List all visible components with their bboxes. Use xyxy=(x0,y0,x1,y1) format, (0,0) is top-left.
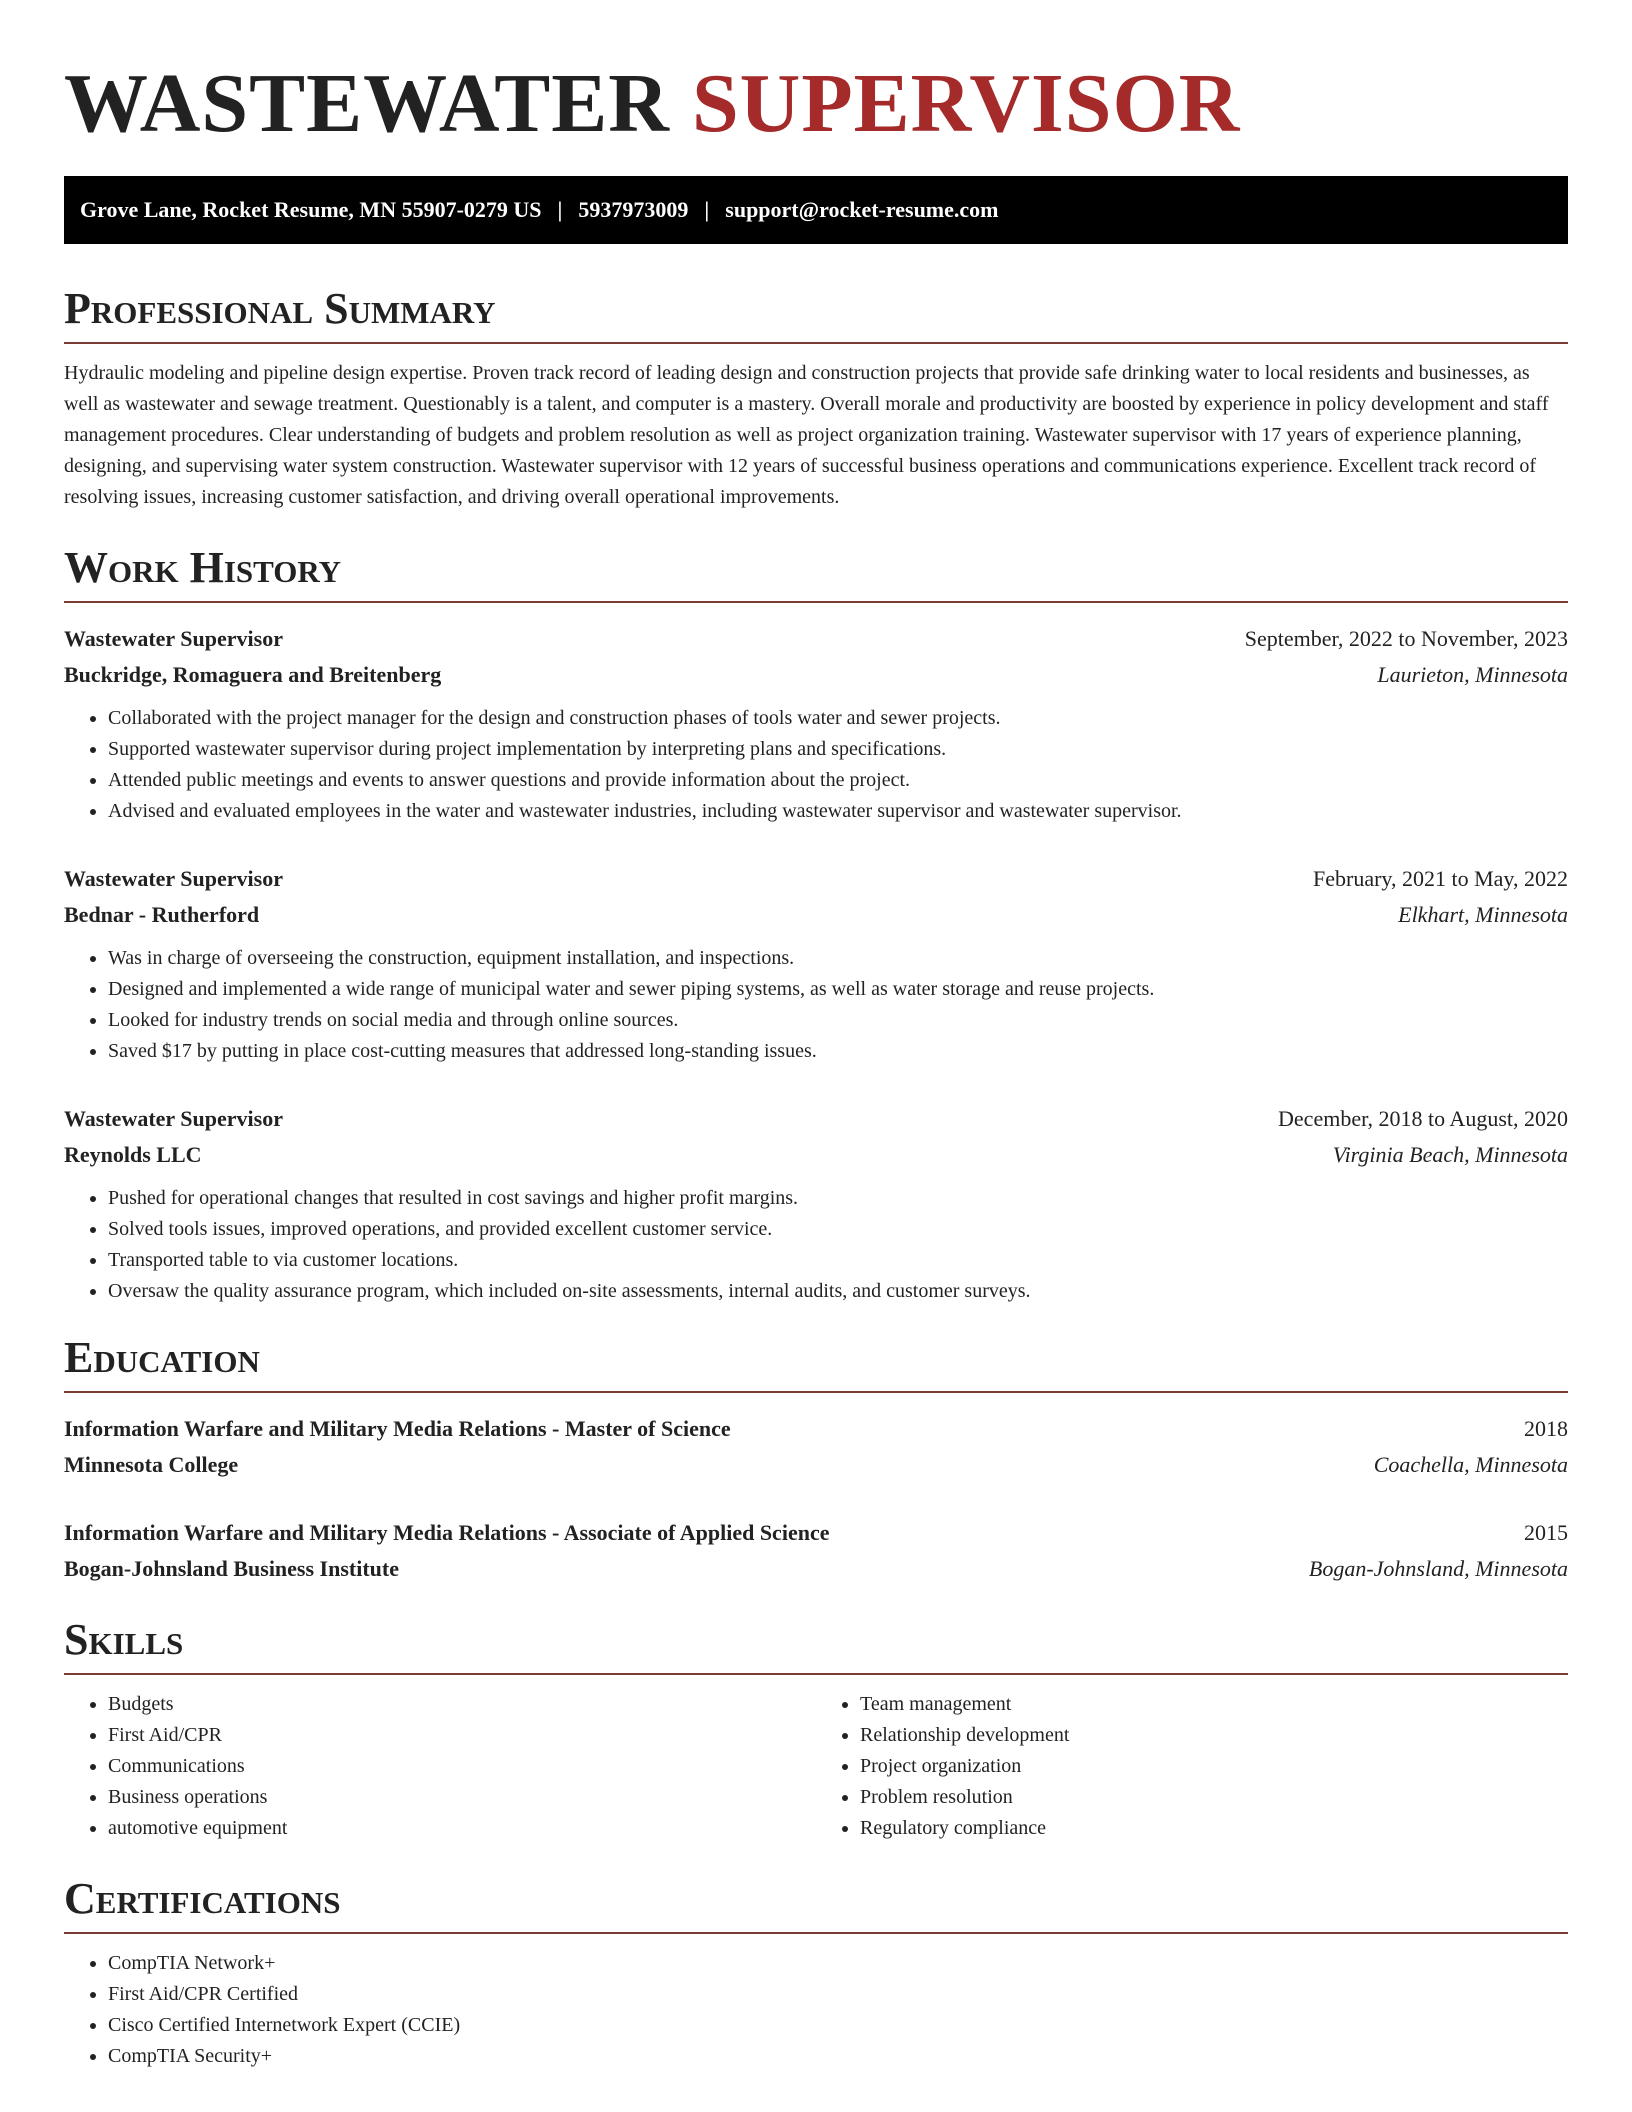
skills-grid xyxy=(64,1675,1568,1844)
job-entry xyxy=(64,1101,1568,1307)
education-entry xyxy=(64,1515,1568,1587)
job-entry xyxy=(64,621,1568,827)
job-position: Wastewater Supervisor xyxy=(64,626,283,651)
job-company: Buckridge, Romaguera and Breitenberg xyxy=(64,662,442,687)
job-company: Bednar - Rutherford xyxy=(64,902,260,927)
certifications-section xyxy=(64,1874,1568,2072)
job-bullet: • Designed and implemented a wide range of municipal water and sewer piping systems, as well as water storage and reuse projects. xyxy=(108,974,1568,1005)
job-location: Virginia Beach, Minnesota xyxy=(1332,1142,1568,1167)
contact-separator: | xyxy=(704,197,710,222)
certifications-heading: Certifications xyxy=(64,1874,1568,1934)
contact-email: support@rocket-resume.com xyxy=(725,197,999,222)
job-dates: September, 2022 to November, 2023 xyxy=(1244,626,1568,651)
education-degree: Information Warfare and Military Media Relations - Associate of Applied Science xyxy=(64,1520,830,1545)
job-bullet: • Was in charge of overseeing the construction, equipment installation, and inspections. xyxy=(108,943,1568,974)
work-history-section xyxy=(64,543,1568,1307)
contact-phone: 5937973009 xyxy=(578,197,689,222)
resume-name xyxy=(64,0,1568,152)
job-entry xyxy=(64,861,1568,1067)
skills-section xyxy=(64,1615,1568,1844)
name-first-word: WASTEWATER xyxy=(64,57,670,150)
education-school: Minnesota College xyxy=(64,1452,239,1477)
skill-item: • Team management xyxy=(860,1689,1568,1720)
contact-separator: | xyxy=(557,197,563,222)
skill-item: • Communications xyxy=(108,1751,816,1782)
skill-item: • First Aid/CPR xyxy=(108,1720,816,1751)
contact-bar xyxy=(64,176,1568,244)
work-history-heading: Work History xyxy=(64,543,1568,603)
skill-item: • Problem resolution xyxy=(860,1782,1568,1813)
education-location: Coachella, Minnesota xyxy=(1373,1452,1568,1477)
job-bullet: • Oversaw the quality assurance program, which included on-site assessments, internal audits, and customer surveys. xyxy=(108,1276,1568,1307)
job-bullets xyxy=(64,703,1568,827)
summary-section xyxy=(64,284,1568,513)
skill-item: • Relationship development xyxy=(860,1720,1568,1751)
education-year: 2015 xyxy=(1524,1520,1568,1545)
skill-item: • Project organization xyxy=(860,1751,1568,1782)
education-location: Bogan-Johnsland, Minnesota xyxy=(1308,1556,1568,1581)
job-location: Elkhart, Minnesota xyxy=(1398,902,1568,927)
skill-item: • automotive equipment xyxy=(108,1813,816,1844)
education-entry xyxy=(64,1411,1568,1483)
education-school: Bogan-Johnsland Business Institute xyxy=(64,1556,400,1581)
certification-item: • CompTIA Network+ xyxy=(108,1948,1568,1979)
skills-heading: Skills xyxy=(64,1615,1568,1675)
education-degree: Information Warfare and Military Media Relations - Master of Science xyxy=(64,1416,731,1441)
skills-column-left xyxy=(64,1689,816,1844)
job-bullet: • Pushed for operational changes that resulted in cost savings and higher profit margins. xyxy=(108,1183,1568,1214)
job-position: Wastewater Supervisor xyxy=(64,1106,283,1131)
job-bullet: • Solved tools issues, improved operations, and provided excellent customer service. xyxy=(108,1214,1568,1245)
job-bullet: • Transported table to via customer locations. xyxy=(108,1245,1568,1276)
job-dates: December, 2018 to August, 2020 xyxy=(1278,1106,1568,1131)
name-second-word: SUPERVISOR xyxy=(691,57,1241,150)
job-dates: February, 2021 to May, 2022 xyxy=(1313,866,1568,891)
education-year: 2018 xyxy=(1524,1416,1568,1441)
skill-item: • Business operations xyxy=(108,1782,816,1813)
job-bullet: • Saved $17 by putting in place cost-cutting measures that addressed long-standing issues. xyxy=(108,1036,1568,1067)
education-section xyxy=(64,1333,1568,1587)
education-heading: Education xyxy=(64,1333,1568,1393)
job-bullet: • Advised and evaluated employees in the water and wastewater industries, including wastewater supervisor and wastewater supervisor. xyxy=(108,796,1568,827)
certification-item: • Cisco Certified Internetwork Expert (CCIE) xyxy=(108,2010,1568,2041)
skill-item: • Regulatory compliance xyxy=(860,1813,1568,1844)
job-company: Reynolds LLC xyxy=(64,1142,202,1167)
contact-address: Grove Lane, Rocket Resume, MN 55907-0279 US xyxy=(80,197,542,222)
job-bullet: • Attended public meetings and events to answer questions and provide information about the project. xyxy=(108,765,1568,796)
skills-column-right xyxy=(816,1689,1568,1844)
job-bullet: • Looked for industry trends on social media and through online sources. xyxy=(108,1005,1568,1036)
certifications-list xyxy=(64,1948,1568,2072)
job-bullet: • Supported wastewater supervisor during project implementation by interpreting plans and specifications. xyxy=(108,734,1568,765)
job-position: Wastewater Supervisor xyxy=(64,866,283,891)
job-bullets xyxy=(64,943,1568,1067)
job-bullets xyxy=(64,1183,1568,1307)
job-location: Laurieton, Minnesota xyxy=(1377,662,1568,687)
certification-item: • CompTIA Security+ xyxy=(108,2041,1568,2072)
summary-text: Hydraulic modeling and pipeline design expertise. Proven track record of leading design and construction projects that provide safe drinking water to local residents and businesses, as well as wastewater and sewage treatment. Questionably is a talent, and computer is a mastery. Overall morale and productivity are boosted by experience in policy development and staff management procedures. Clear understanding of budgets and problem resolution as well as project organization training. Wastewater supervisor with 17 years of experience planning, designing, and supervising water system construction. Wastewater supervisor with 12 years of successful business operations and communications experience. Excellent track record of resolving issues, increasing customer satisfaction, and driving overall operational improvements. xyxy=(64,362,1549,508)
skill-item: • Budgets xyxy=(108,1689,816,1720)
certification-item: • First Aid/CPR Certified xyxy=(108,1979,1568,2010)
job-bullet: • Collaborated with the project manager for the design and construction phases of tools water and sewer projects. xyxy=(108,703,1568,734)
summary-heading: Professional Summary xyxy=(64,284,1568,344)
